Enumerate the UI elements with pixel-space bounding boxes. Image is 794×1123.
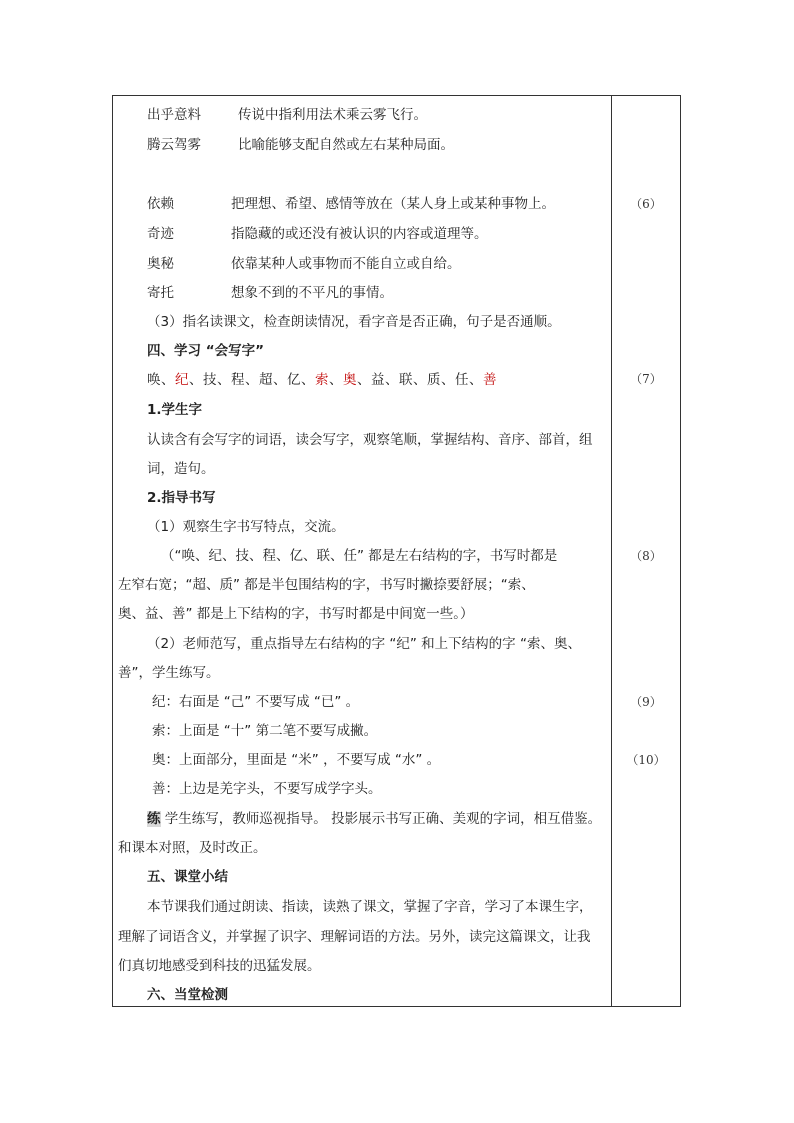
- step3-text: （3）指名读课文，检查朗读情况，看字音是否正确，句子是否通顺。: [147, 314, 561, 330]
- sub2-note-line: （“唤、纪、技、程、亿、联、任” 都是左右结构的字，书写时都是: [161, 548, 558, 564]
- vocab-term: 寄托: [147, 285, 174, 301]
- writing-character: 程: [231, 372, 245, 388]
- list-separator: 、: [441, 372, 455, 388]
- list-separator: 、: [245, 372, 259, 388]
- summary-line: 们真切地感受到科技的迅猛发展。: [118, 958, 321, 974]
- list-separator: 、: [217, 372, 231, 388]
- vocab-definition: 想象不到的不平凡的事情。: [231, 285, 393, 301]
- list-separator: 、: [161, 372, 175, 388]
- writing-tip: 奥：上面部分，里面是 “米” ，不要写成 “水” 。: [152, 752, 441, 768]
- step-marker: （6）: [630, 197, 662, 211]
- writing-character: 联: [399, 372, 413, 388]
- sub2-step2-line: （2）老师范写，重点指导左右结构的字 “纪” 和上下结构的字 “索、奥、: [147, 636, 581, 652]
- list-separator: 、: [189, 372, 203, 388]
- vocab-term: 奥秘: [147, 256, 174, 272]
- writing-tip: 索：上面是 “十” 第二笔不要写成撇。: [152, 723, 378, 739]
- vocab-definition: 比喻能够支配自然或左右某种局面。: [238, 137, 454, 153]
- writing-character: 益: [371, 372, 385, 388]
- vocab-definition: 传说中指利用法术乘云雾飞行。: [238, 107, 427, 123]
- section4-title: 四、学习 “会写字”: [147, 343, 264, 359]
- sub1-text-line: 词，造句。: [147, 461, 215, 477]
- writing-character: 奥: [343, 372, 357, 388]
- sub2-note-line: 奥、益、善” 都是上下结构的字，书写时都是中间宽一些。）: [118, 606, 474, 622]
- writing-character: 唤: [147, 372, 161, 388]
- writing-character: 纪: [175, 372, 189, 388]
- sub2-title: 2.指导书写: [147, 490, 216, 506]
- sub2-step2-line: 善”，学生练写。: [118, 665, 220, 681]
- list-separator: 、: [469, 372, 483, 388]
- vocab-term: 出乎意料: [147, 107, 201, 123]
- summary-line: 理解了词语含义，并掌握了识字、理解词语的方法。另外，读完这篇课文，让我: [118, 929, 591, 945]
- writing-characters-list: [147, 371, 497, 389]
- step-marker: （9）: [630, 695, 662, 709]
- writing-character: 善: [483, 372, 497, 388]
- practice-text: 学生练写，教师巡视指导。 投影展示书写正确、美观的字词，相互借鉴。: [160, 811, 602, 827]
- writing-character: 技: [203, 372, 217, 388]
- practice-line-2: 和课本对照，及时改正。: [118, 840, 267, 856]
- list-separator: 、: [413, 372, 427, 388]
- writing-tip: 善：上边是羌字头，不要写成学字头。: [152, 781, 382, 797]
- list-separator: 、: [273, 372, 287, 388]
- list-separator: 、: [329, 372, 343, 388]
- sub2-note-line: 左窄右宽；“超、质” 都是半包围结构的字，书写时撇捺要舒展；“索、: [118, 577, 535, 593]
- writing-tip: 纪：右面是 “己” 不要写成 “已” 。: [152, 694, 360, 710]
- summary-line: 本节课我们通过朗读、指读，读熟了课文，掌握了字音，学习了本课生字，: [147, 899, 593, 915]
- practice-tag: 练: [147, 811, 161, 827]
- list-separator: 、: [301, 372, 315, 388]
- writing-character: 索: [315, 372, 329, 388]
- sub1-text-line: 认读含有会写字的词语，读会写字，观察笔顺，掌握结构、音序、部首，组: [147, 432, 593, 448]
- step-marker: （7）: [630, 372, 662, 386]
- vocab-definition: 依靠某种人或事物而不能自立或自给。: [231, 256, 461, 272]
- vocab-definition: 指隐藏的或还没有被认识的内容或道理等。: [231, 226, 488, 242]
- step-marker: （10）: [626, 753, 666, 767]
- vocab-term: 依赖: [147, 196, 174, 212]
- vocab-term: 腾云驾雾: [147, 137, 201, 153]
- step-marker: （8）: [630, 549, 662, 563]
- writing-character: 任: [455, 372, 469, 388]
- writing-character: 亿: [287, 372, 301, 388]
- list-separator: 、: [357, 372, 371, 388]
- section5-title: 五、课堂小结: [147, 869, 228, 885]
- practice-line: [147, 810, 601, 828]
- writing-character: 超: [259, 372, 273, 388]
- section6-title: 六、当堂检测: [147, 987, 228, 1003]
- list-separator: 、: [385, 372, 399, 388]
- sub2-step1: （1）观察生字书写特点，交流。: [147, 519, 345, 535]
- sub1-title: 1.学生字: [147, 402, 203, 418]
- vocab-definition: 把理想、希望、感情等放在（某人身上或某种事物上。: [231, 196, 555, 212]
- writing-character: 质: [427, 372, 441, 388]
- vocab-term: 奇迹: [147, 226, 174, 242]
